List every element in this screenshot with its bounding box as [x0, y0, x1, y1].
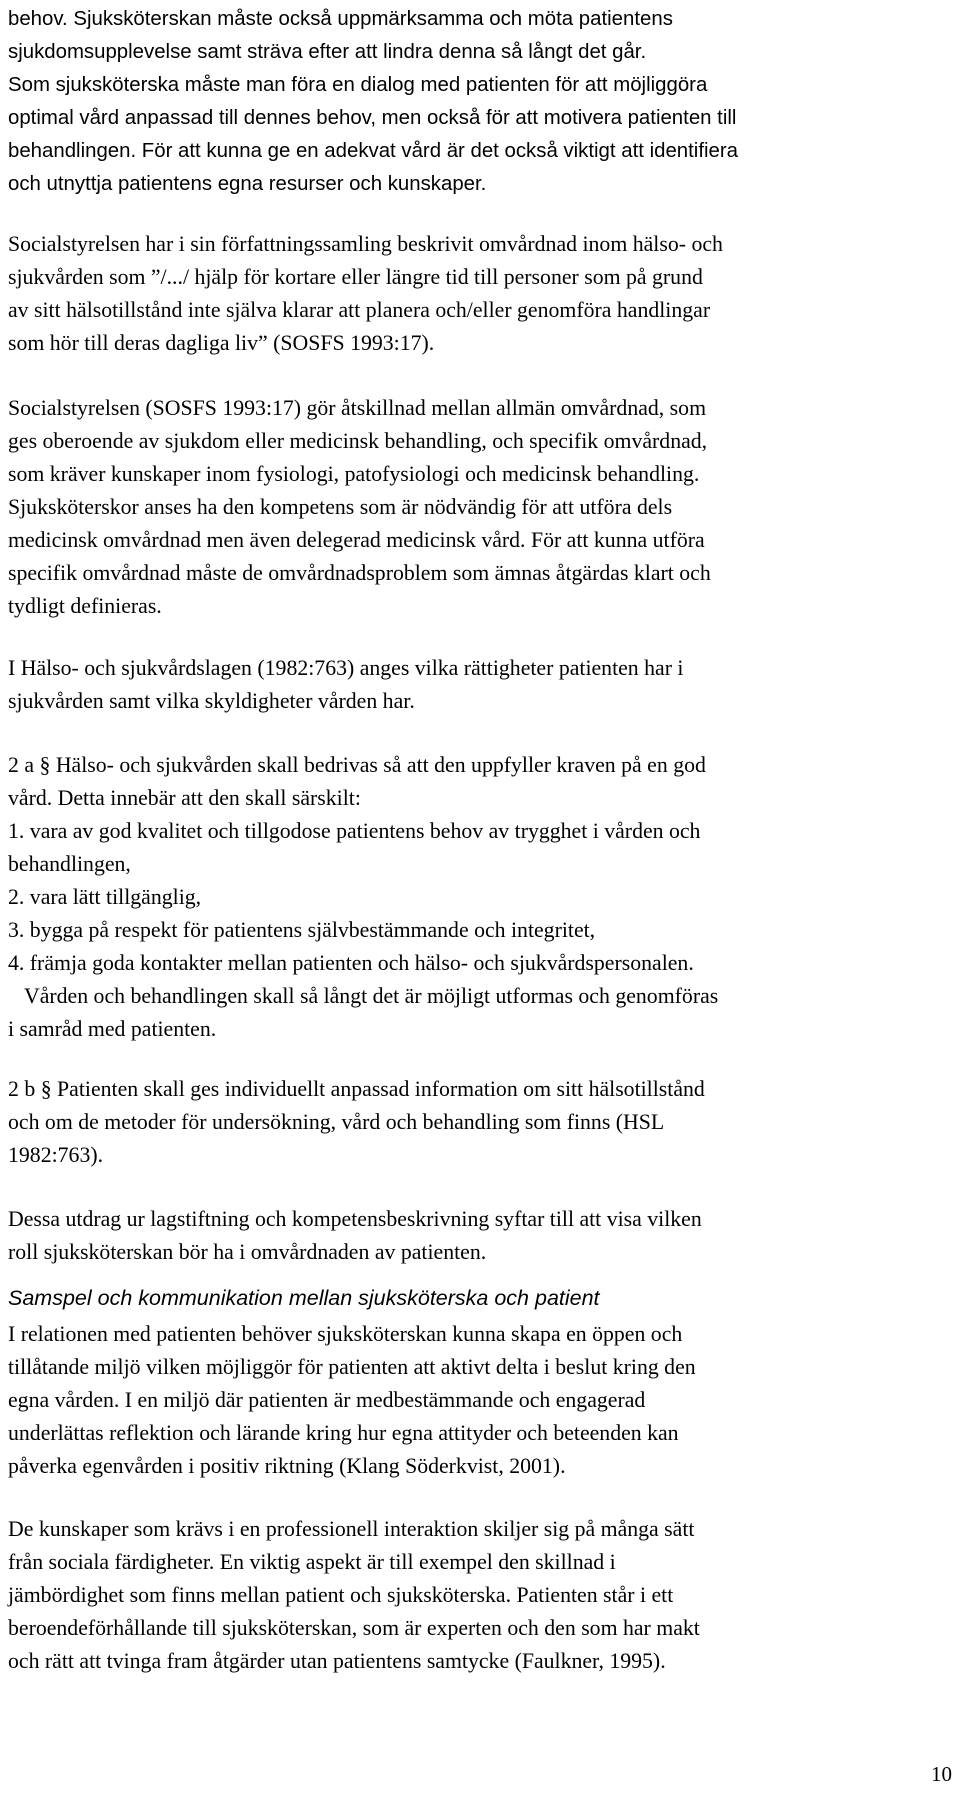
text-line: Socialstyrelsen har i sin författningssamling beskrivit omvårdnad inom hälso- och: [8, 232, 723, 256]
paragraph-summary: [8, 1203, 952, 1269]
text-line: sjukvården samt vilka skyldigheter vården har.: [8, 689, 415, 713]
paragraph-kunskaper: [8, 1513, 952, 1678]
text-line: behov. Sjuksköterskan måste också uppmärksamma och möta patientens: [8, 8, 673, 30]
text-line: De kunskaper som krävs i en professionell interaktion skiljer sig på många sätt: [8, 1517, 695, 1541]
text-line: 2 b § Patienten skall ges individuellt anpassad information om sitt hälsotillstånd: [8, 1077, 705, 1101]
list-item: 1. vara av god kvalitet och tillgodose patientens behov av trygghet i vården och: [8, 819, 701, 843]
list-item: 4. främja goda kontakter mellan patienten och hälso- och sjukvårdspersonalen.: [8, 951, 694, 975]
paragraph-2a: [8, 749, 952, 1046]
text-line: 1982:763).: [8, 1143, 104, 1167]
text-line: jämbördighet som finns mellan patient och sjuksköterska. Patienten står i ett: [8, 1583, 674, 1607]
text-line: av sitt hälsotillstånd inte själva klarar att planera och/eller genomföra handlingar: [8, 298, 711, 322]
section-heading: Samspel och kommunikation mellan sjuksköterska och patient: [8, 1286, 600, 1310]
text-line: beroendeförhållande till sjuksköterskan, som är experten och den som har makt: [8, 1616, 700, 1640]
text-line: Sjuksköterskor anses ha den kompetens som är nödvändig för att utföra dels: [8, 495, 673, 519]
text-line: som kräver kunskaper inom fysiologi, patofysiologi och medicinsk behandling.: [8, 462, 700, 486]
paragraph-intro: [8, 3, 952, 201]
text-line: och rätt att tvinga fram åtgärder utan patientens samtycke (Faulkner, 1995).: [8, 1649, 666, 1673]
text-line: underlättas reflektion och lärande kring hur egna attityder och beteenden kan: [8, 1421, 679, 1445]
text-line: som hör till deras dagliga liv” (SOSFS 1993:17).: [8, 331, 435, 355]
text-line: sjukdomsupplevelse samt sträva efter att lindra denna så långt det går.: [8, 41, 647, 63]
text-line: påverka egenvården i positiv riktning (Klang Söderkvist, 2001).: [8, 1454, 566, 1478]
paragraph-socialstyrelsen-definition: [8, 228, 952, 360]
text-line: optimal vård anpassad till dennes behov, men också för att motivera patienten till: [8, 107, 737, 129]
text-line: Vården och behandlingen skall så långt det är möjligt utformas och genomföras: [8, 984, 719, 1008]
text-line: i samråd med patienten.: [8, 1017, 217, 1041]
text-line: specifik omvårdnad måste de omvårdnadsproblem som ämnas åtgärdas klart och: [8, 561, 711, 585]
text-line: tillåtande miljö vilken möjliggör för patienten att aktivt delta i beslut kring den: [8, 1355, 696, 1379]
text-line: roll sjuksköterskan bör ha i omvårdnaden av patienten.: [8, 1240, 487, 1264]
text-line: 2 a § Hälso- och sjukvården skall bedrivas så att den uppfyller kraven på en god: [8, 753, 706, 777]
text-line: och utnyttja patientens egna resurser och kunskaper.: [8, 173, 487, 195]
text-line: medicinsk omvårdnad men även delegerad medicinsk vård. För att kunna utföra: [8, 528, 705, 552]
text-line: I relationen med patienten behöver sjuksköterskan kunna skapa en öppen och: [8, 1322, 683, 1346]
text-line: ges oberoende av sjukdom eller medicinsk behandling, och specifik omvårdnad,: [8, 429, 708, 453]
text-line: egna vården. I en miljö där patienten är medbestämmande och engagerad: [8, 1388, 646, 1412]
paragraph-omvardnad-types: [8, 392, 952, 623]
text-line: Som sjuksköterska måste man föra en dialog med patienten för att möjliggöra: [8, 74, 708, 96]
text-line: Socialstyrelsen (SOSFS 1993:17) gör åtskillnad mellan allmän omvårdnad, som: [8, 396, 707, 420]
text-line: Dessa utdrag ur lagstiftning och kompetensbeskrivning syftar till att visa vilken: [8, 1207, 702, 1231]
text-line: behandlingen. För att kunna ge en adekvat vård är det också viktigt att identifiera: [8, 140, 738, 162]
text-line: I Hälso- och sjukvårdslagen (1982:763) anges vilka rättigheter patienten har i: [8, 656, 684, 680]
text-line: behandlingen,: [8, 852, 131, 876]
paragraph-relation: [8, 1318, 952, 1483]
text-line: och om de metoder för undersökning, vård och behandling som finns (HSL: [8, 1110, 665, 1134]
text-line: från sociala färdigheter. En viktig aspekt är till exempel den skillnad i: [8, 1550, 616, 1574]
list-item: 2. vara lätt tillgänglig,: [8, 885, 202, 909]
paragraph-2b: [8, 1073, 952, 1172]
page-number: 10: [931, 1762, 952, 1786]
list-item: 3. bygga på respekt för patientens självbestämmande och integritet,: [8, 918, 596, 942]
paragraph-halso-sjukvardslagen: [8, 652, 952, 718]
text-line: vård. Detta innebär att den skall särskilt:: [8, 786, 361, 810]
text-line: tydligt definieras.: [8, 594, 162, 618]
text-line: sjukvården som ”/.../ hjälp för kortare eller längre tid till personer som på grund: [8, 265, 703, 289]
